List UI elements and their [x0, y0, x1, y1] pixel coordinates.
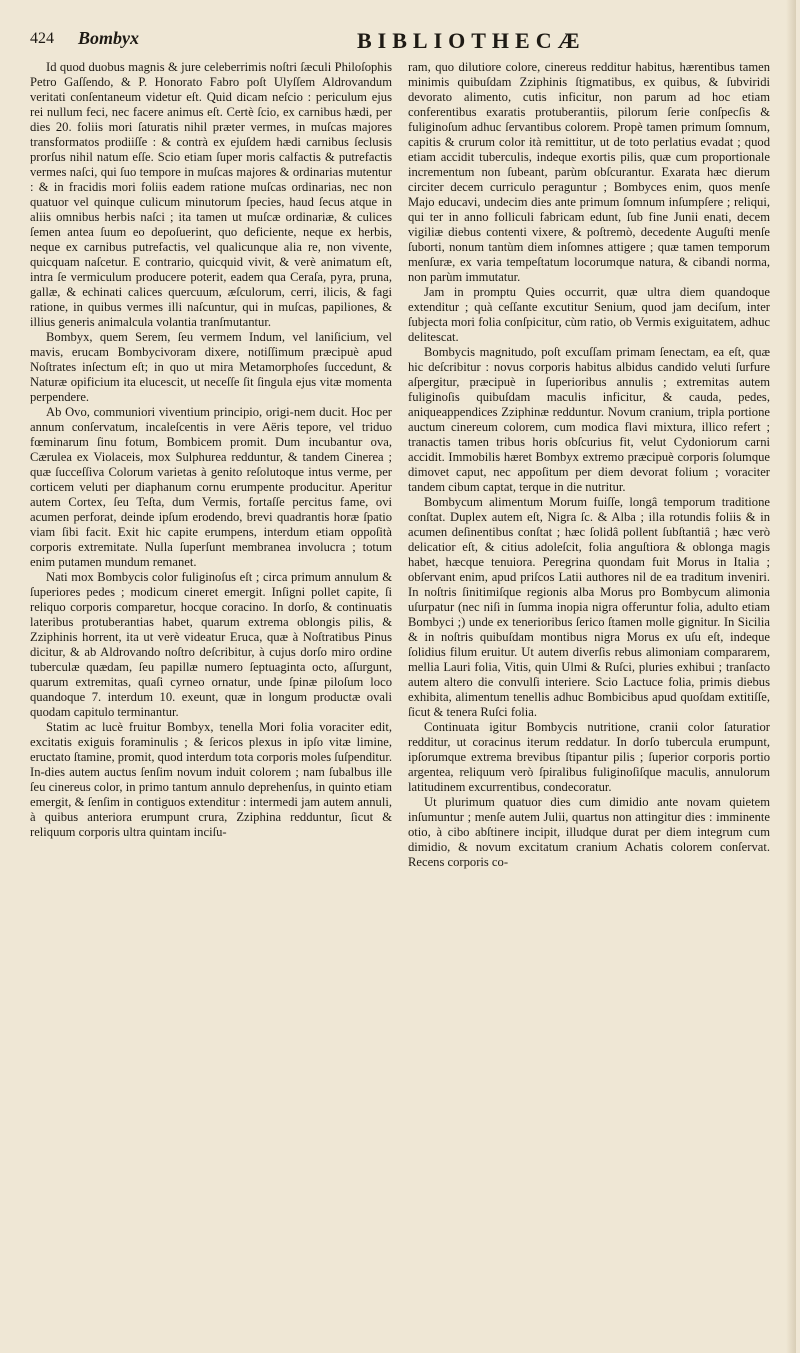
page-number: 424	[30, 30, 54, 47]
right-column	[408, 60, 770, 870]
paragraph: Ab Ovo, communiori viventium principio, origi-nem ducit. Hoc per annum conſervatum, incaleſcentis in vere Aëris tepore, vel triduo fœminarum ſinu fotum, Bombicem promit. Dum incubantur ova, Cærulea ex Violaceis, mox Sulphurea redduntur, & tandem Cinerea ; quæ ſucceſſiva Colorum varietas à genito reſolutoque intus verme, per corticem veluti per diaphanum cornu erumpente producitur. Aperitur autem Cortex, ſeu Teſta, dum Vermis, fortaſſe percitus fame, ovi acumen perforat, deinde ipſum erodendo, brevi quadrantis horæ ſpatio viam ſibi facit. Exit hic capite erumpens, interdum etiam oppoſità corporis extremitate. Nulla ſuperſunt membranea involucra ; totum enim putamen mundum remanet.	[30, 405, 392, 569]
paragraph: Continuata igitur Bombycis nutritione, cranii color ſaturatior redditur, ut coracinus iterum reddatur. In dorſo tubercula erumpunt, ipſorumque extrema brevibus ſtipantur pilis ; ſuperior corporis portio argentea, reliquum verò ſpiralibus fuliginoſiſque maculis, annulorum latitudinem excurrentibus, condecoratur.	[408, 720, 770, 794]
section-title: BIBLIOTHECÆ	[357, 28, 586, 53]
left-column	[30, 60, 392, 840]
paragraph: ram, quo dilutiore colore, cinereus redditur habitus, hærentibus tamen minimis quibuſdam Zziphinis ſtigmatibus, ex quibus, & ſubviridi devorato alimento, cutis inficitur, non parum ad hoc etiam conferentibus exaratis protuberantiis, pilorum ſerie conſpecſis & fuliginoſum adhuc ſervantibus colorem. Propè tamen primum ſomnum, capitis & crurum color ità remittitur, ut de toto perlatius evadat ; quod etiam accidit tuberculis, indeque exortis pilis, quæ cum proportionale incrementum non ſubeant, parùm obſcurantur. Exarata hæc dierum circiter decem curriculo peraguntur ; Bombyces enim, quos menſe Majo educavi, undecim dies ante primum ſomnum inſumpſere ; reliqui, qui ter in anno folliculi fabricam edunt, ſub fine Junii enati, decem vigiliæ diebus contenti vixere, & poſtremò, decedente Auguſti menſe ſuborti, nonum tantùm diem inſomnes attigere ; quæ tamen temporum menſuræ, ex varia tempeſtatum locorumque natura, & cibandi norma, non parùm immutatur.	[408, 60, 770, 284]
paragraph: Ut plurimum quatuor dies cum dimidio ante novam quietem inſumuntur ; menſe autem Julii, quartus non attingitur dies : imminente otio, à cibo abſtinere incipit, illudque durat per diem integrum cum dimidio, & novum excitatum cranium Achatis colorem conſervat. Recens corporis co-	[408, 795, 770, 869]
paragraph: Id quod duobus magnis & jure celeberrimis noſtri ſæculi Philoſophis Petro Gaſſendo, & P. Honorato Fabro poſt Ulyſſem Aldrovandum veritati conſentaneum videtur eſt. Quid dicam neſcio : periculum ejus rei nullum feci, nec facere animus eſt. Certè ſcio, ex carnibus hædi, per dies 20. foliis mori ſaturatis nihil præter vermes, in muſcas majores transformatos prodiiſſe : & contrà ex ejuſdem hædi carnibus ſeclusis prorſus nihil natum eſſe. Scio etiam ſuper moris calfactis & putrefactis vermes naſci, qui ſuo tempore in muſcas majores & ordinarias mutentur : & in fracidis mori foliis eadem ratione muſcas ordinarias, nec non quatuor vel quinque culicum minutorum ſpecies, haud ſecus atque in aliis omnibus herbis naſci ; ita tamen ut muſcæ ordinariæ, & culices ſemen antea ſuum eo depoſuerint, quo deficiente, neque ex herbis, neque ex carnibus putrefactis, vel qualicunque alia re, non vivente, quicquam naſcetur. E contrario, quicquid vivit, & verè animatum eſt, intra ſe vermiculum producere poterit, eadem qua Ceraſa, pyra, pruna, gallæ, & echinati calices quercuum, æſculorum, cerri, ilicis, & fagi ratione, in quibus vermes illi naſcuntur, qui in muſcas, papiliones, & illius generis animalcula volantia tranſmutantur.	[30, 60, 392, 329]
paragraph: Bombycum alimentum Morum fuiſſe, longâ temporum traditione conſtat. Duplex autem eſt, Nigra ſc. & Alba ; illa rotundis foliis & in acumen deſinentibus conſtat ; hæc ſolidâ pollent ſubſtantiâ ; hæc verò delicatior eſt, & citius adoleſcit, folia anguſtiora & oblonga magis habet, hæcque tenuiora. Peregrina quondam fuit Morus in Italia ; obſervant enim, apud priſcos Latii authores nil de ea traditum inveniri. In noſtris ſinitimiſque regionis alba Morus pro Bombycum alimonia uſurpatur (nec niſi in ſumma inopia nigra offeruntur folia, adulto etiam Bombyci ;) unde ex tenerioribus ſerico ſtamen molle gignitur. In Sicilia & in noſtris quibuſdam montibus nigra Morus ex uſu eſt, indeque ſolidius filum eruitur. Ut autem diverſis rebus alimoniam compararem, mellia Lauri folia, Vitis, quin Ulmi & Ruſci, pluries exhibui ; tranſacto autem altero die convulſi interiere. Scio Lactuce folia, primis diebus exhibita, alimentum tenellis adhuc Bombicibus apud quoſdam extitiſſe, ſicut & tenera Ruſci folia.	[408, 495, 770, 719]
page-edge-shadow	[786, 0, 796, 1353]
paragraph: Statim ac lucè fruitur Bombyx, tenella Mori folia voraciter edit, excitatis exiguis foraminulis ; & ſericos plexus in ipſo vitæ limine, eructato ſtamine, promit, quod interdum tota corporis moles ſuſpenditur. In-dies autem auctus ſenſim novum induit colorem ; nam ſubalbus ille ſeu cinereus color, in primo tantum annulo deprehenſus, in quinto etiam emergit, & ſenſim in contiguos extenditur : intermedi jam autem annuli, à quibus anteriora erumpunt crura, Zziphina redduntur, ſicut & reliquum corporis ultra quintam inciſu-	[30, 720, 392, 839]
paragraph: Jam in promptu Quies occurrit, quæ ultra diem quandoque extenditur ; quà ceſſante excutitur Senium, quod jam deciſum, inter ſubjecta mori folia conſpicitur, cùm ratio, ob Vermis exiguitatem, adhuc delitescat.	[408, 285, 770, 344]
paragraph: Bombycis magnitudo, poſt excuſſam primam ſenectam, ea eſt, quæ hic deſcribitur : novus corporis habitus albidus candido veluti ſurfure aſpergitur, præcipuè in ſuperioribus annulis ; extremitas autem fuliginoſis quibuſdam maculis inficitur, & cauda, pedes, aniqueappendices Zziphinæ redduntur. Novum cranium, tripla portione auctum cinereum colorem, cum modica flavi mixtura, illico refert ; tranactis tamen tribus horis obſcurius fit, velut Cydoniorum carni accidit. Immobilis hæret Bombyx extremo præcipuè corporis ſolumque dimovet caput, nec appoſitum per diem devorat folium ; voraciter tandem cibum captat, terque in die nutritur.	[408, 345, 770, 494]
page-header	[30, 28, 780, 56]
running-title: Bombyx	[78, 28, 139, 48]
paragraph: Bombyx, quem Serem, ſeu vermem Indum, vel laniſicium, vel mavis, erucam Bombycivoram dixere, notiſſimum præcipuè apud Noſtrates inſectum eſt; in quo ut mira Metamorphoſes ſuccedunt, & Naturæ opificium ita elucescit, ut neceſſe ſit ſingula ejus vitæ momenta perpendere.	[30, 330, 392, 404]
paragraph: Nati mox Bombycis color fuliginoſus eſt ; circa primum annulum & ſuperiores pedes ; modicum cineret emergit. Inſigni pollet capite, ſi reliquo corporis comparetur, hocque coracino. In dorſo, & continuatis lateribus protuberantias habet, quarum extrema oblongis pilis, & Zziphinis horrent, ita ut verè videatur Eruca, quæ à Noſtratibus Pinus dicitur, & ab Aldrovando noſtro deſcribitur, à cujus dorſo miro ordine tuberculæ quædam, ſeu papillæ numero ſeptuaginta octo, aſſurgunt, quarum extremitas, quaſi cyrneo ornatur, unde ſpinæ piloſum loco quandoque 7. interdum 10. exeunt, quæ in longum productæ ovali quodam capitulo terminantur.	[30, 570, 392, 719]
